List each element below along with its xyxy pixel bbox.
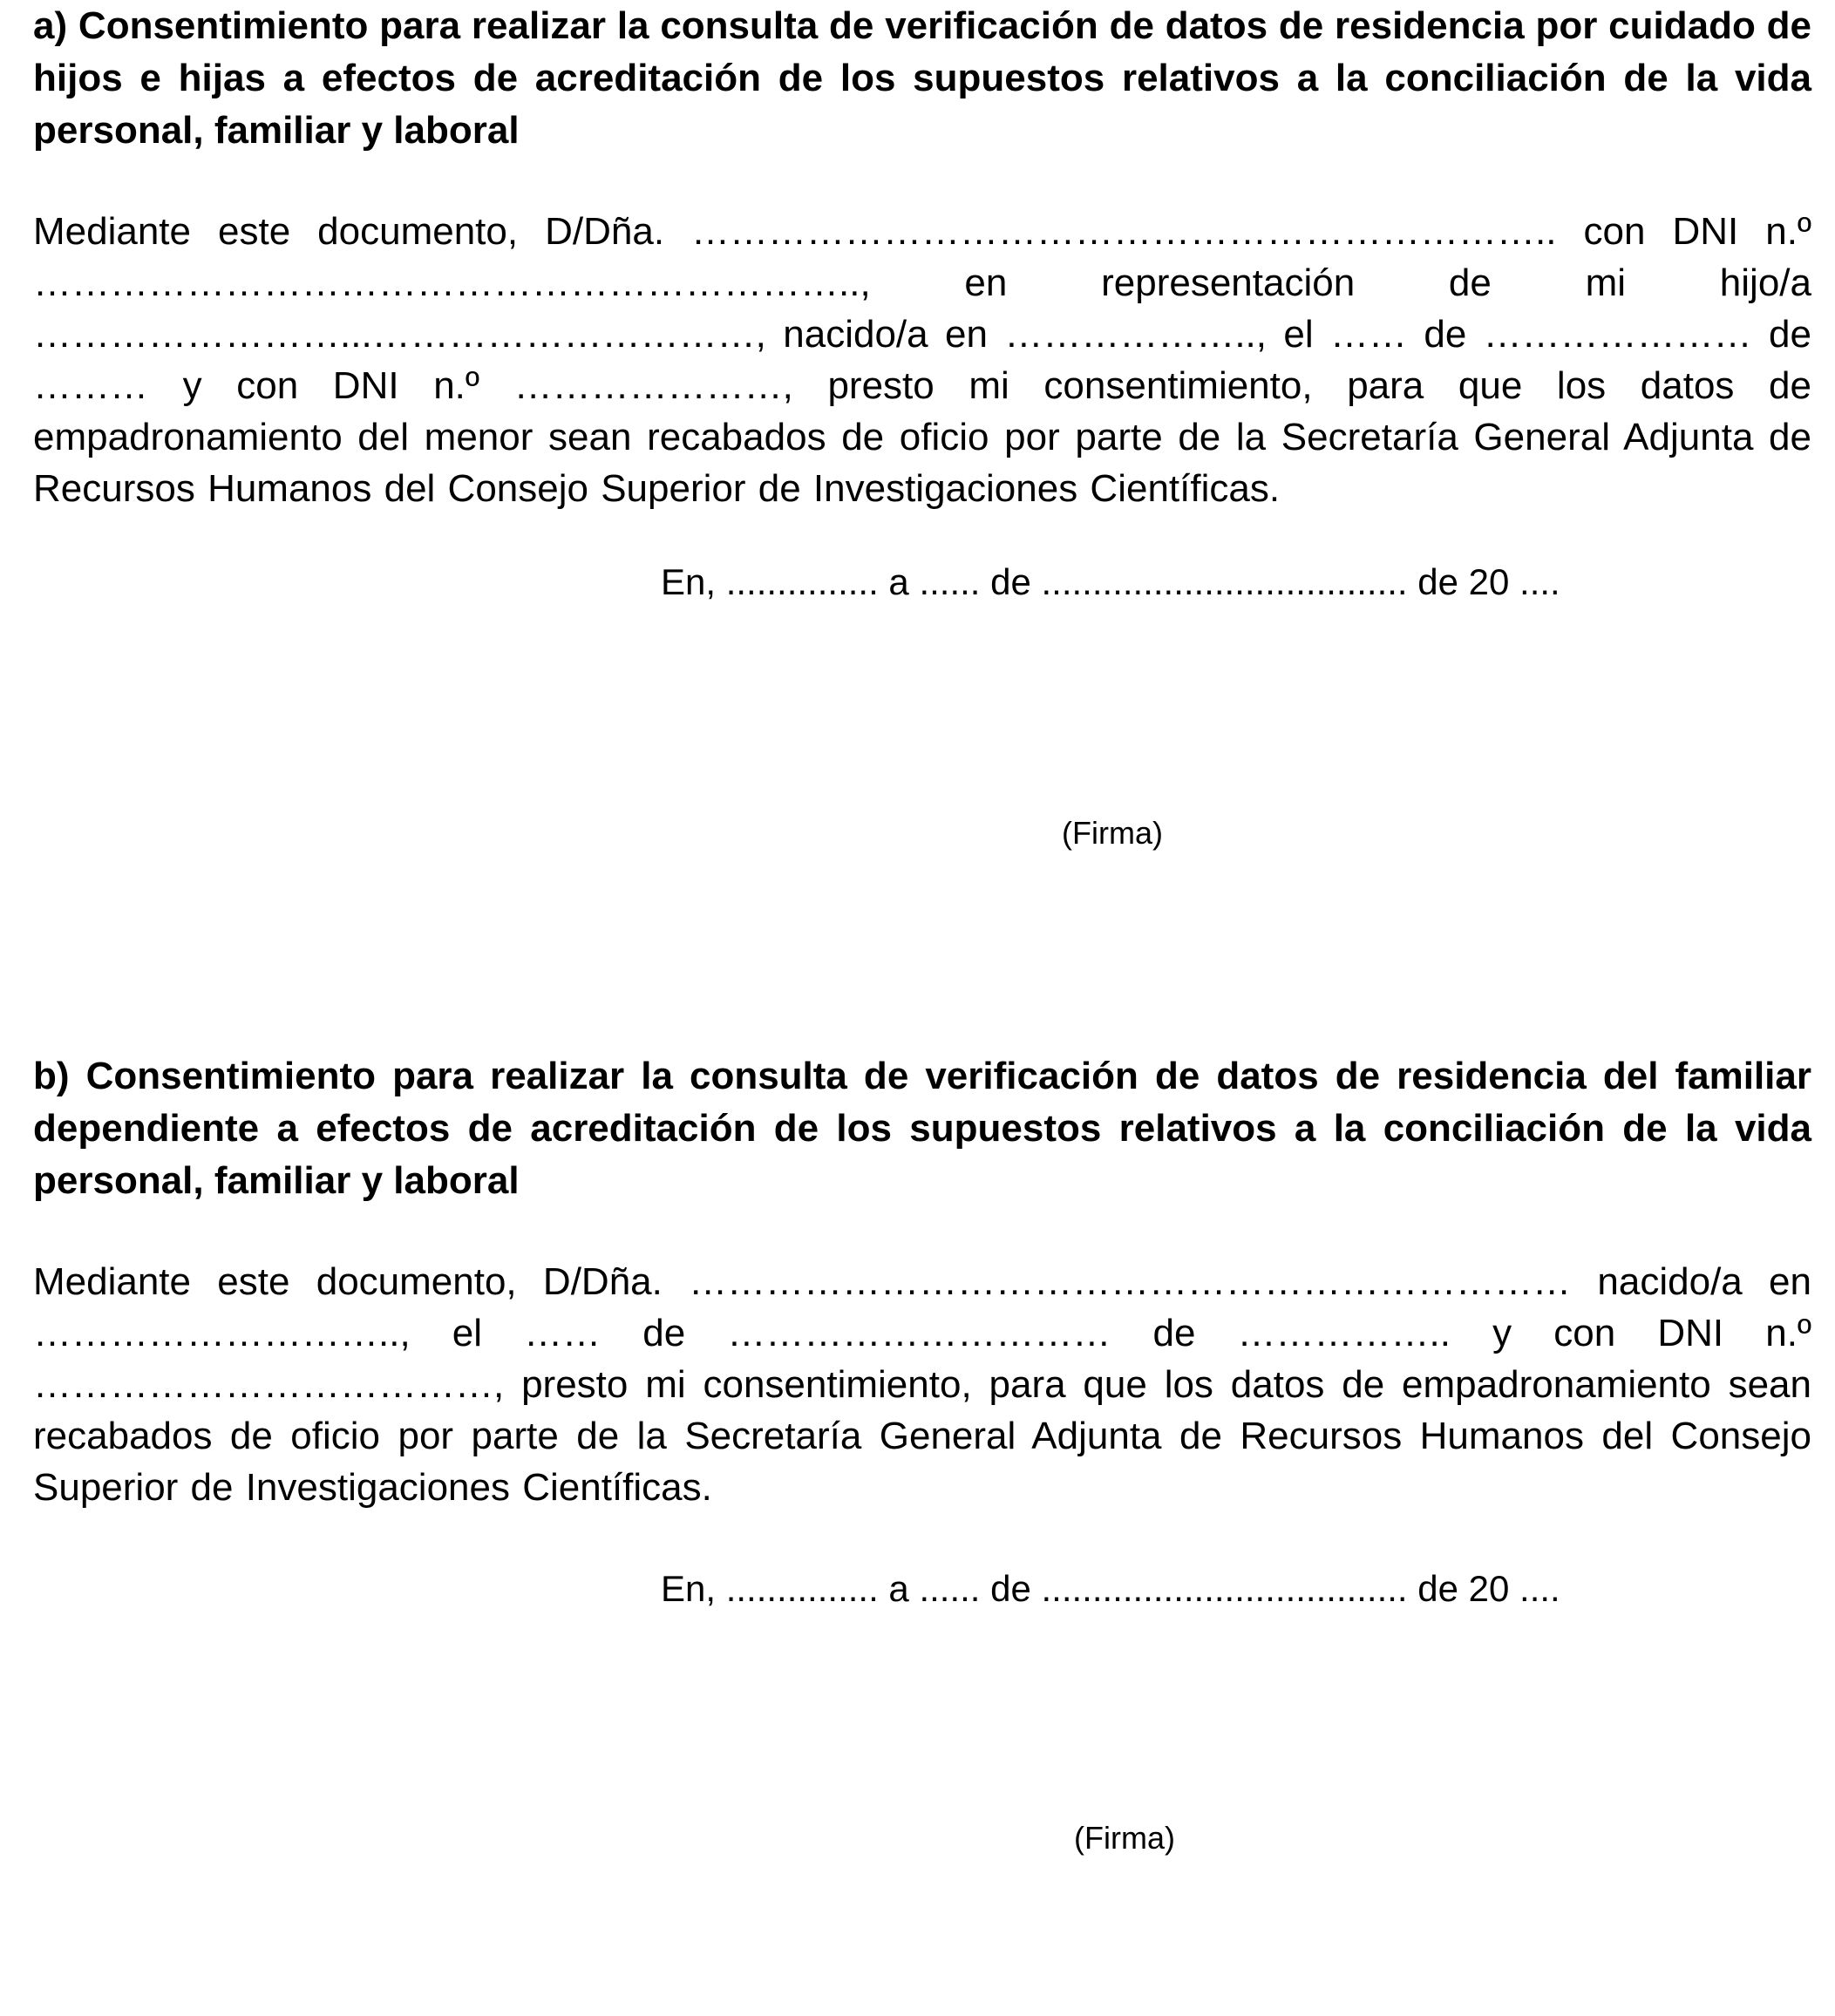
- section-a-heading: a) Consentimiento para realizar la consulta de verificación de datos de residencia por cuidado de hijos e hijas a efectos de acreditación de los supuestos relativos a la conciliación de la vida personal, familiar y laboral: [33, 4, 1811, 152]
- consent-section-dependent: [33, 1050, 1811, 1856]
- section-b-body: Mediante este documento, D/Dña. …………………………………………………………… nacido/a en ……………………….., el …… de ………………………… de …………….. y con DNI n.º ………………………………, presto mi consentimiento, para que los datos de empadronamiento sean recabados de oficio por parte de la Secretaría General Adjunta de Recursos Humanos del Consejo Superior de Investigaciones Científicas.: [33, 1260, 1811, 1509]
- section-b-place-date-line: En, ............... a ...... de .................................... de 20 ....: [661, 1568, 1560, 1609]
- section-b-signature-label: (Firma): [1074, 1820, 1175, 1856]
- section-a-place-date-line: En, ............... a ...... de .................................... de 20 ....: [661, 561, 1560, 602]
- section-a-signature-label: (Firma): [1062, 815, 1163, 851]
- consent-section-children: [33, 0, 1811, 851]
- section-a-body: Mediante este documento, D/Dña. ………………………………………………………….. con DNI n.º ……………………………………………………….., en representación de mi hijo/a ……………………...…………………………, nacido/a en ……………….., el …… de ………………… de ……… y con DNI n.º …………………, presto mi consentimiento, para que los datos de empadronamiento del menor sean recabados de oficio por parte de la Secretaría General Adjunta de Recursos Humanos del Consejo Superior de Investigaciones Científicas.: [33, 210, 1811, 510]
- section-b-heading: b) Consentimiento para realizar la consulta de verificación de datos de residencia del familiar dependiente a efectos de acreditación de los supuestos relativos a la conciliación de la vida personal, familiar y laboral: [33, 1055, 1811, 1202]
